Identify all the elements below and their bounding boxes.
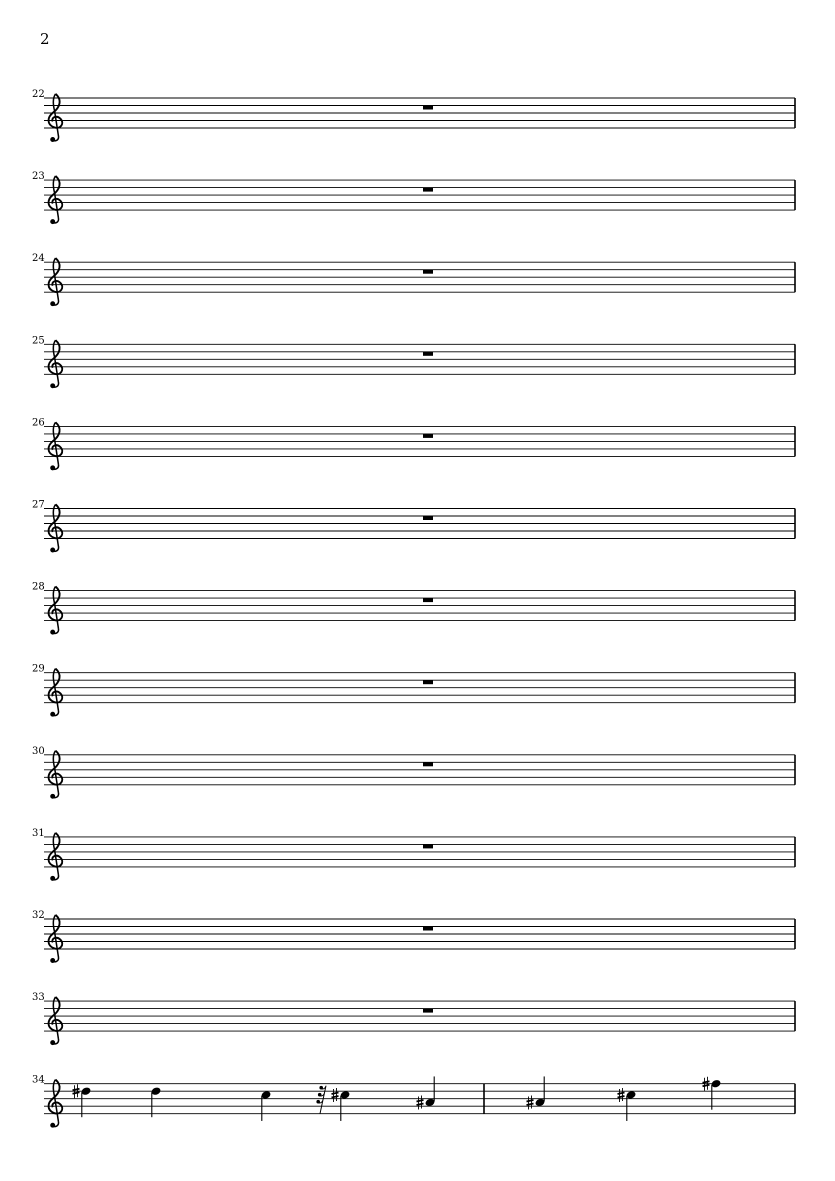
whole-rest-icon xyxy=(423,927,433,931)
note xyxy=(332,1088,351,1121)
treble-clef-icon xyxy=(49,833,63,881)
whole-rest-icon xyxy=(423,1009,433,1013)
treble-clef-icon xyxy=(49,340,63,388)
treble-clef-icon xyxy=(49,258,63,306)
staff-system xyxy=(32,992,795,1045)
note xyxy=(703,1077,722,1110)
note xyxy=(260,1090,271,1121)
measure-number: 22 xyxy=(32,89,45,100)
treble-clef-icon xyxy=(49,997,63,1045)
whole-rest-icon xyxy=(423,844,433,848)
measure-number: 28 xyxy=(32,581,45,593)
measure-number: 26 xyxy=(32,417,45,429)
note xyxy=(150,1086,161,1117)
sharp-icon xyxy=(417,1095,424,1109)
sharp-icon xyxy=(618,1088,625,1102)
treble-clef-icon xyxy=(49,422,63,470)
treble-clef-icon xyxy=(49,587,63,635)
thirty-second-rest-icon xyxy=(316,1086,326,1114)
treble-clef-icon xyxy=(49,94,63,142)
measure-number: 25 xyxy=(32,335,45,347)
staff-system xyxy=(32,171,795,224)
whole-rest-icon xyxy=(423,434,433,438)
measure-number: 27 xyxy=(32,499,45,511)
treble-clef-icon xyxy=(49,751,63,799)
measure-number: 24 xyxy=(32,253,45,265)
staff-system xyxy=(32,335,795,388)
measure-number: 30 xyxy=(32,745,45,757)
staff-system xyxy=(32,89,795,142)
sharp-icon xyxy=(332,1088,339,1102)
measure-number: 32 xyxy=(32,910,45,921)
measure-number: 29 xyxy=(32,663,45,675)
treble-clef-icon xyxy=(49,504,63,552)
staff-system xyxy=(32,1075,795,1128)
measure-number: 34 xyxy=(32,1074,45,1086)
whole-rest-icon xyxy=(423,106,433,110)
note xyxy=(73,1084,92,1117)
whole-rest-icon xyxy=(423,188,433,192)
treble-clef-icon xyxy=(49,176,63,224)
staff-system xyxy=(32,664,795,717)
staff-system xyxy=(32,500,795,553)
page-number: 2 xyxy=(40,30,50,48)
measure-number: 31 xyxy=(32,827,45,839)
treble-clef-icon xyxy=(49,669,63,717)
whole-rest-icon xyxy=(423,762,433,766)
note xyxy=(618,1088,637,1121)
staff-system xyxy=(32,746,795,799)
whole-rest-icon xyxy=(423,270,433,274)
staff-system xyxy=(32,253,795,306)
staff-system xyxy=(32,582,795,635)
whole-rest-icon xyxy=(423,598,433,602)
note xyxy=(417,1076,436,1109)
treble-clef-icon xyxy=(49,915,63,963)
measure-number: 33 xyxy=(32,992,45,1004)
measure-number: 23 xyxy=(32,171,45,183)
whole-rest-icon xyxy=(423,516,433,520)
whole-rest-icon xyxy=(423,352,433,356)
sharp-icon xyxy=(527,1095,534,1109)
staff-system xyxy=(32,417,795,470)
note xyxy=(527,1076,546,1109)
whole-rest-icon xyxy=(423,680,433,684)
staff-system xyxy=(32,910,795,963)
treble-clef-icon xyxy=(49,1080,63,1128)
staff-system xyxy=(32,828,795,881)
